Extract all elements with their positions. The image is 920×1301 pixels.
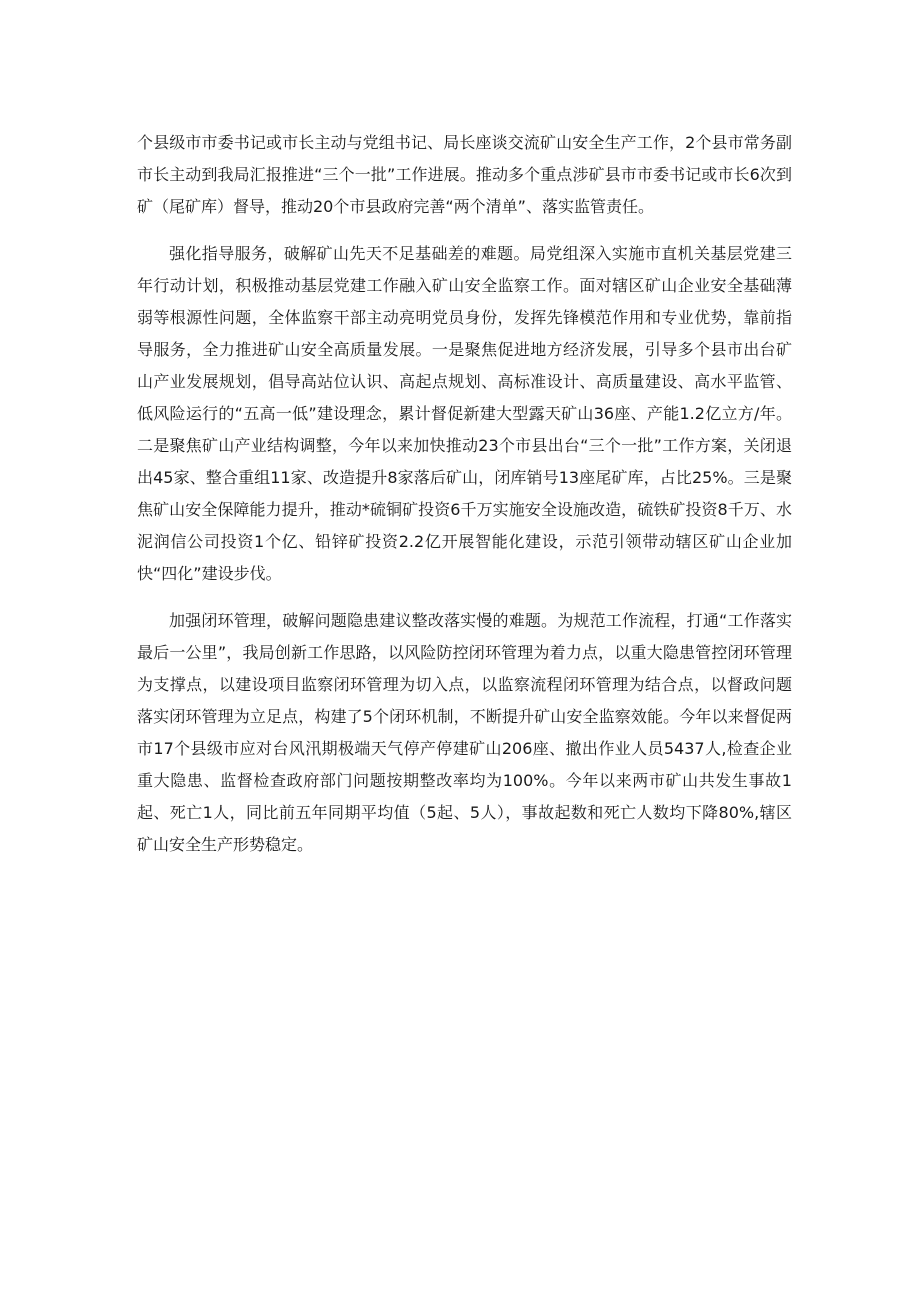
paragraph-continuation: 个县级市市委书记或市长主动与党组书记、局长座谈交流矿山安全生产工作，2个县市常务副市长主动到我局汇报推进“三个一批”工作进展。推动多个重点涉矿县市市委书记或市长6次到矿（尾矿库）督导，推动20个市县政府完善“两个清单”、落实监管责任。 (137, 133, 792, 216)
paragraph-guidance-service: 强化指导服务，破解矿山先天不足基础差的难题。局党组深入实施市直机关基层党建三年行动计划，积极推动基层党建工作融入矿山安全监察工作。面对辖区矿山企业安全基础薄弱等根源性问题，全体监察干部主动亮明党员身份，发挥先锋模范作用和专业优势，靠前指导服务，全力推进矿山安全高质量发展。一是聚焦促进地方经济发展，引导多个县市出台矿山产业发展规划，倡导高站位认识、高起点规划、高标准设计、高质量建设、高水平监管、低风险运行的“五高一低”建设理念，累计督促新建大型露天矿山36座、产能1.2亿立方/年。二是聚焦矿山产业结构调整，今年以来加快推动23个市县出台“三个一批”工作方案，关闭退出45家、整合重组11家、改造提升8家落后矿山，闭库销号13座尾矿库，占比25%。三是聚焦矿山安全保障能力提升，推动*硫铜矿投资6千万实施安全设施改造，硫铁矿投资8千万、水泥润信公司投资1个亿、铅锌矿投资2.2亿开展智能化建设，示范引领带动辖区矿山企业加快“四化”建设步伐。 (137, 244, 792, 583)
paragraph-closed-loop-management: 加强闭环管理，破解问题隐患建议整改落实慢的难题。为规范工作流程，打通“工作落实最后一公里”，我局创新工作思路，以风险防控闭环管理为着力点，以重大隐患管控闭环管理为支撑点，以建设项目监察闭环管理为切入点，以监察流程闭环管理为结合点，以督政问题落实闭环管理为立足点，构建了5个闭环机制，不断提升矿山安全监察效能。今年以来督促两市17个县级市应对台风汛期极端天气停产停建矿山206座、撤出作业人员5437人,检查企业重大隐患、监督检查政府部门问题按期整改率均为100%。今年以来两市矿山共发生事故1起、死亡1人，同比前五年同期平均值（5起、5人），事故起数和死亡人数均下降80%,辖区矿山安全生产形势稳定。 (137, 611, 792, 854)
document-body (137, 127, 792, 876)
